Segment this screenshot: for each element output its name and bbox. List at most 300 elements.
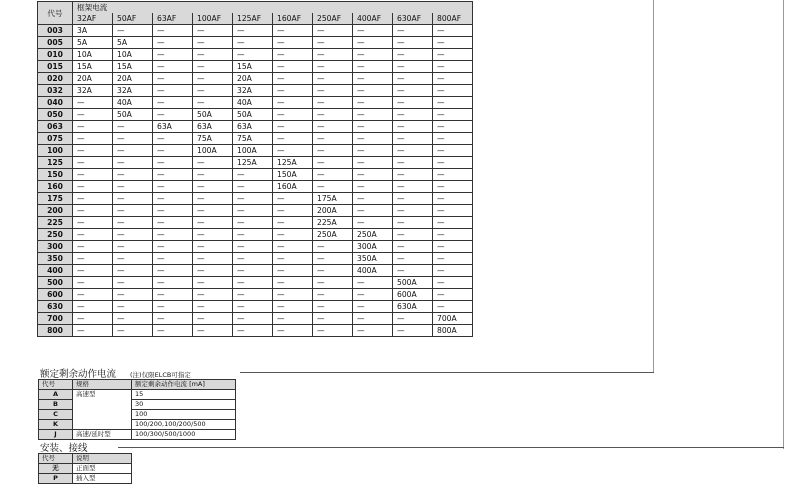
rated-current-cell: — (353, 289, 393, 301)
install-code: 无 (39, 464, 73, 474)
rated-current-cell: 63A (153, 121, 193, 133)
row-code: 100 (38, 145, 73, 157)
residual-spec: 高速/延时型 (73, 430, 132, 440)
rated-current-cell: — (353, 313, 393, 325)
frame-header-row (38, 13, 473, 25)
rated-current-cell: — (193, 229, 233, 241)
rated-current-cell: 150A (273, 169, 313, 181)
rated-current-cell: — (393, 73, 433, 85)
frame-label: 32AF (73, 13, 113, 25)
table-row (38, 133, 473, 145)
rated-current-cell: — (73, 301, 113, 313)
residual-spec (73, 400, 132, 410)
rated-current-cell: — (73, 121, 113, 133)
rated-current-cell: 200A (313, 205, 353, 217)
rated-current-cell: — (393, 109, 433, 121)
row-code: 063 (38, 121, 73, 133)
rated-current-cell: — (113, 169, 153, 181)
rated-current-cell: — (393, 97, 433, 109)
rated-current-cell: — (193, 169, 233, 181)
rated-current-cell: — (353, 325, 393, 337)
rated-current-cell: — (433, 277, 473, 289)
frame-line-right (653, 0, 654, 372)
rated-current-cell: — (313, 49, 353, 61)
residual-spec (73, 420, 132, 430)
row-code: 010 (38, 49, 73, 61)
rated-current-cell: — (113, 241, 153, 253)
rated-current-cell: — (153, 301, 193, 313)
rated-current-cell: — (313, 109, 353, 121)
residual-code: C (39, 410, 73, 420)
rated-current-cell: — (393, 121, 433, 133)
rated-current-cell: — (393, 25, 433, 37)
rated-current-cell: 5A (113, 37, 153, 49)
rated-current-cell: — (153, 253, 193, 265)
rated-current-cell: — (313, 73, 353, 85)
rated-current-cell: — (153, 169, 193, 181)
rated-current-cell: — (353, 73, 393, 85)
rated-current-cell: — (73, 229, 113, 241)
table-row (38, 241, 473, 253)
table-row (38, 217, 473, 229)
row-code: 630 (38, 301, 73, 313)
frame-current-header: 框架电流 (73, 2, 473, 14)
rated-current-cell: — (393, 325, 433, 337)
row-code: 400 (38, 265, 73, 277)
table-row (38, 157, 473, 169)
row-code: 005 (38, 37, 73, 49)
rated-current-cell: — (273, 85, 313, 97)
install-code-header: 代号 (39, 454, 73, 464)
rated-current-cell: — (433, 229, 473, 241)
rated-current-cell: — (233, 253, 273, 265)
frame-label: 63AF (153, 13, 193, 25)
table-row (38, 205, 473, 217)
rated-current-cell: — (433, 301, 473, 313)
rated-current-cell: — (313, 253, 353, 265)
row-code: 003 (38, 25, 73, 37)
rated-current-cell: — (73, 193, 113, 205)
rated-current-cell: — (353, 217, 393, 229)
rated-current-cell: — (433, 133, 473, 145)
table-row (38, 325, 473, 337)
residual-value: 100/200,100/200/500 (132, 420, 236, 430)
residual-spec-header: 规格 (73, 380, 132, 390)
rated-current-cell: — (73, 253, 113, 265)
rated-current-cell: — (393, 85, 433, 97)
residual-code: B (39, 400, 73, 410)
table-header-row (39, 380, 236, 390)
rated-current-cell: — (433, 49, 473, 61)
rated-current-cell: — (113, 229, 153, 241)
rated-current-cell: 300A (353, 241, 393, 253)
rated-current-cell: 3A (73, 25, 113, 37)
rated-current-cell: — (273, 205, 313, 217)
rated-current-cell: — (153, 73, 193, 85)
rated-current-cell: — (193, 313, 233, 325)
rated-current-cell: — (313, 301, 353, 313)
rated-current-cell: — (193, 181, 233, 193)
rated-current-cell: — (433, 169, 473, 181)
rated-current-cell: 15A (113, 61, 153, 73)
table-row (38, 73, 473, 85)
frame-label: 100AF (193, 13, 233, 25)
rated-current-cell: — (73, 217, 113, 229)
rated-current-cell: — (153, 85, 193, 97)
rated-current-cell: — (233, 181, 273, 193)
rated-current-cell: — (273, 253, 313, 265)
rated-current-cell: — (273, 289, 313, 301)
rated-current-cell: — (153, 25, 193, 37)
rated-current-cell: — (153, 265, 193, 277)
residual-divider (240, 372, 654, 373)
rated-current-cell: — (113, 217, 153, 229)
rated-current-cell: — (73, 169, 113, 181)
rated-current-cell: — (353, 193, 393, 205)
rated-current-cell: — (273, 133, 313, 145)
residual-code: K (39, 420, 73, 430)
rated-current-cell: — (193, 25, 233, 37)
rated-current-cell: — (353, 49, 393, 61)
rated-current-cell: — (433, 145, 473, 157)
row-code: 225 (38, 217, 73, 229)
table-row (39, 464, 132, 474)
rated-current-cell: — (113, 265, 153, 277)
rated-current-cell: — (193, 85, 233, 97)
rated-current-cell: — (313, 181, 353, 193)
frame-line-far-right (783, 0, 784, 449)
rated-current-cell: — (113, 133, 153, 145)
table-row (38, 253, 473, 265)
rated-current-cell: — (273, 37, 313, 49)
install-divider (118, 447, 784, 448)
rated-current-cell: — (353, 133, 393, 145)
rated-current-cell: — (113, 181, 153, 193)
rated-current-cell: — (153, 313, 193, 325)
rated-current-cell: — (193, 193, 233, 205)
table-row (38, 313, 473, 325)
row-code: 040 (38, 97, 73, 109)
table-header-row (39, 454, 132, 464)
rated-current-cell: — (153, 325, 193, 337)
rated-current-cell: — (73, 109, 113, 121)
rated-current-cell: — (233, 49, 273, 61)
rated-current-cell: — (233, 25, 273, 37)
row-code: 250 (38, 229, 73, 241)
table-row (38, 49, 473, 61)
rated-current-cell: — (233, 169, 273, 181)
rated-current-cell: — (233, 325, 273, 337)
table-row (38, 97, 473, 109)
rated-current-cell: 63A (193, 121, 233, 133)
table-row (38, 61, 473, 73)
rated-current-cell: 350A (353, 253, 393, 265)
rated-current-cell: — (113, 325, 153, 337)
rated-current-cell: — (313, 157, 353, 169)
rated-current-cell: — (393, 133, 433, 145)
install-section-title: 安装、接线 (40, 443, 88, 454)
rated-current-cell: — (313, 97, 353, 109)
rated-current-cell: — (433, 205, 473, 217)
rated-current-cell: — (73, 181, 113, 193)
table-row (38, 109, 473, 121)
rated-current-cell: — (153, 157, 193, 169)
rated-current-cell: — (353, 109, 393, 121)
rated-current-cell: — (393, 61, 433, 73)
rated-current-cell: — (433, 97, 473, 109)
residual-spec: 高速型 (73, 390, 132, 400)
rated-current-cell: — (233, 193, 273, 205)
install-table (38, 453, 132, 484)
rated-current-cell: — (153, 97, 193, 109)
rated-current-cell: — (113, 289, 153, 301)
rated-current-cell: — (393, 193, 433, 205)
rated-current-cell: — (313, 25, 353, 37)
rated-current-cell: — (113, 193, 153, 205)
table-row (38, 37, 473, 49)
rated-current-cell: — (433, 193, 473, 205)
rated-current-cell: — (353, 205, 393, 217)
rated-current-cell: — (393, 241, 433, 253)
table-row (38, 229, 473, 241)
rated-current-cell: — (233, 37, 273, 49)
rated-current-cell: — (193, 301, 233, 313)
rated-current-cell: — (193, 73, 233, 85)
rated-current-cell: — (313, 277, 353, 289)
rated-current-cell: — (273, 193, 313, 205)
rated-current-cell: — (273, 121, 313, 133)
rated-current-cell: — (113, 121, 153, 133)
rated-current-cell: — (313, 85, 353, 97)
table-row (38, 169, 473, 181)
residual-value: 15 (132, 390, 236, 400)
rated-current-cell: — (73, 325, 113, 337)
residual-value: 100/300/500/1000 (132, 430, 236, 440)
rated-current-cell: — (233, 241, 273, 253)
rated-current-cell: 15A (73, 61, 113, 73)
code-header: 代号 (38, 2, 73, 25)
rated-current-cell: — (193, 37, 233, 49)
rated-current-cell: — (353, 25, 393, 37)
rated-current-cell: 20A (73, 73, 113, 85)
rated-current-cell: — (233, 313, 273, 325)
table-row (38, 145, 473, 157)
rated-current-cell: — (313, 121, 353, 133)
rated-current-cell: 75A (233, 133, 273, 145)
table-row (38, 265, 473, 277)
rated-current-cell: 250A (313, 229, 353, 241)
rated-current-cell: — (273, 301, 313, 313)
rated-current-cell: — (393, 229, 433, 241)
rated-current-cell: — (273, 49, 313, 61)
row-code: 160 (38, 181, 73, 193)
row-code: 200 (38, 205, 73, 217)
rated-current-cell: — (153, 205, 193, 217)
rated-current-cell: — (73, 241, 113, 253)
rated-current-rows (38, 25, 473, 337)
table-row (38, 181, 473, 193)
rated-current-cell: — (153, 289, 193, 301)
rated-current-cell: — (73, 205, 113, 217)
rated-current-cell: — (433, 61, 473, 73)
rated-current-cell: — (353, 145, 393, 157)
rated-current-cell: 125A (233, 157, 273, 169)
table-row (38, 85, 473, 97)
table-row (38, 289, 473, 301)
residual-value-header: 额定剩余动作电流 [mA] (132, 380, 236, 390)
residual-code: J (39, 430, 73, 440)
rated-current-cell: — (273, 229, 313, 241)
rated-current-cell: — (313, 37, 353, 49)
frame-label: 800AF (433, 13, 473, 25)
rated-current-cell: — (193, 289, 233, 301)
rated-current-cell: — (313, 169, 353, 181)
rated-current-cell: — (433, 25, 473, 37)
rated-current-cell: — (433, 217, 473, 229)
rated-current-cell: — (353, 97, 393, 109)
table-row (39, 420, 236, 430)
row-code: 050 (38, 109, 73, 121)
rated-current-cell: — (393, 37, 433, 49)
table-row (38, 121, 473, 133)
rated-current-cell: — (353, 85, 393, 97)
rated-current-cell: — (353, 37, 393, 49)
table-row (38, 277, 473, 289)
rated-current-cell: — (113, 313, 153, 325)
rated-current-cell: — (233, 277, 273, 289)
rated-current-table (37, 1, 473, 337)
frame-label: 400AF (353, 13, 393, 25)
rated-current-cell: — (273, 313, 313, 325)
install-desc: 正面型 (73, 464, 132, 474)
rated-current-cell: 10A (113, 49, 153, 61)
table-row (39, 430, 236, 440)
rated-current-cell: — (273, 241, 313, 253)
residual-section-title (40, 366, 191, 380)
rated-current-cell: — (193, 157, 233, 169)
rated-current-cell: 20A (233, 73, 273, 85)
rated-current-cell: — (73, 289, 113, 301)
rated-current-cell: — (433, 253, 473, 265)
rated-current-cell: — (233, 265, 273, 277)
rated-current-cell: — (393, 145, 433, 157)
rated-current-cell: — (113, 145, 153, 157)
rated-current-cell: — (73, 265, 113, 277)
table-row (38, 193, 473, 205)
rated-current-cell: — (273, 277, 313, 289)
rated-current-cell: — (313, 289, 353, 301)
frame-label: 250AF (313, 13, 353, 25)
row-code: 020 (38, 73, 73, 85)
row-code: 015 (38, 61, 73, 73)
rated-current-cell: 100A (193, 145, 233, 157)
rated-current-cell: — (353, 277, 393, 289)
rated-current-cell: 32A (113, 85, 153, 97)
rated-current-cell: — (393, 217, 433, 229)
rated-current-cell: — (113, 301, 153, 313)
rated-current-cell: 50A (113, 109, 153, 121)
rated-current-cell: — (273, 61, 313, 73)
rated-current-cell: 600A (393, 289, 433, 301)
rated-current-cell: — (153, 145, 193, 157)
rated-current-cell: 175A (313, 193, 353, 205)
table-row (38, 25, 473, 37)
rated-current-cell: — (353, 169, 393, 181)
rated-current-cell: — (113, 157, 153, 169)
rated-current-cell: — (73, 277, 113, 289)
rated-current-cell: — (193, 97, 233, 109)
rated-current-cell: — (153, 193, 193, 205)
rated-current-cell: — (153, 61, 193, 73)
rated-current-cell: — (433, 73, 473, 85)
rated-current-cell: — (433, 121, 473, 133)
rated-current-cell: — (313, 61, 353, 73)
rated-current-cell: — (353, 121, 393, 133)
rated-current-cell: 40A (113, 97, 153, 109)
rated-current-cell: 160A (273, 181, 313, 193)
install-desc-header: 说明 (73, 454, 132, 464)
rated-current-cell: 75A (193, 133, 233, 145)
rated-current-cell: — (153, 133, 193, 145)
install-desc: 插入型 (73, 474, 132, 484)
table-header-row (38, 2, 473, 14)
row-code: 500 (38, 277, 73, 289)
rated-current-cell: — (153, 37, 193, 49)
rated-current-cell: — (433, 241, 473, 253)
rated-current-cell: 32A (233, 85, 273, 97)
rated-current-cell: — (73, 157, 113, 169)
rated-current-cell: — (393, 49, 433, 61)
residual-spec (73, 410, 132, 420)
install-code: P (39, 474, 73, 484)
rated-current-cell: — (193, 205, 233, 217)
rated-current-cell: — (73, 145, 113, 157)
row-code: 800 (38, 325, 73, 337)
rated-current-cell: — (153, 109, 193, 121)
residual-value: 30 (132, 400, 236, 410)
rated-current-cell: — (433, 85, 473, 97)
rated-current-cell: — (193, 277, 233, 289)
rated-current-cell: 50A (233, 109, 273, 121)
row-code: 175 (38, 193, 73, 205)
rated-current-cell: — (73, 313, 113, 325)
residual-note: (注)仅限ELCB可指定 (130, 371, 191, 379)
rated-current-cell: 225A (313, 217, 353, 229)
rated-current-cell: — (313, 133, 353, 145)
rated-current-cell: — (233, 205, 273, 217)
rated-current-cell: 40A (233, 97, 273, 109)
rated-current-cell: — (193, 241, 233, 253)
frame-label: 630AF (393, 13, 433, 25)
rated-current-cell: — (193, 253, 233, 265)
frame-label: 160AF (273, 13, 313, 25)
rated-current-cell: — (433, 37, 473, 49)
rated-current-cell: — (113, 25, 153, 37)
rated-current-cell: — (393, 253, 433, 265)
rated-current-cell: — (313, 241, 353, 253)
rated-current-cell: — (73, 97, 113, 109)
rated-current-cell: — (233, 217, 273, 229)
rated-current-cell: — (313, 145, 353, 157)
rated-current-cell: — (273, 97, 313, 109)
row-code: 700 (38, 313, 73, 325)
rated-current-cell: — (433, 289, 473, 301)
rated-current-cell: 800A (433, 325, 473, 337)
rated-current-cell: — (273, 217, 313, 229)
rated-current-cell: — (353, 181, 393, 193)
install-rows (39, 464, 132, 484)
residual-code-header: 代号 (39, 380, 73, 390)
